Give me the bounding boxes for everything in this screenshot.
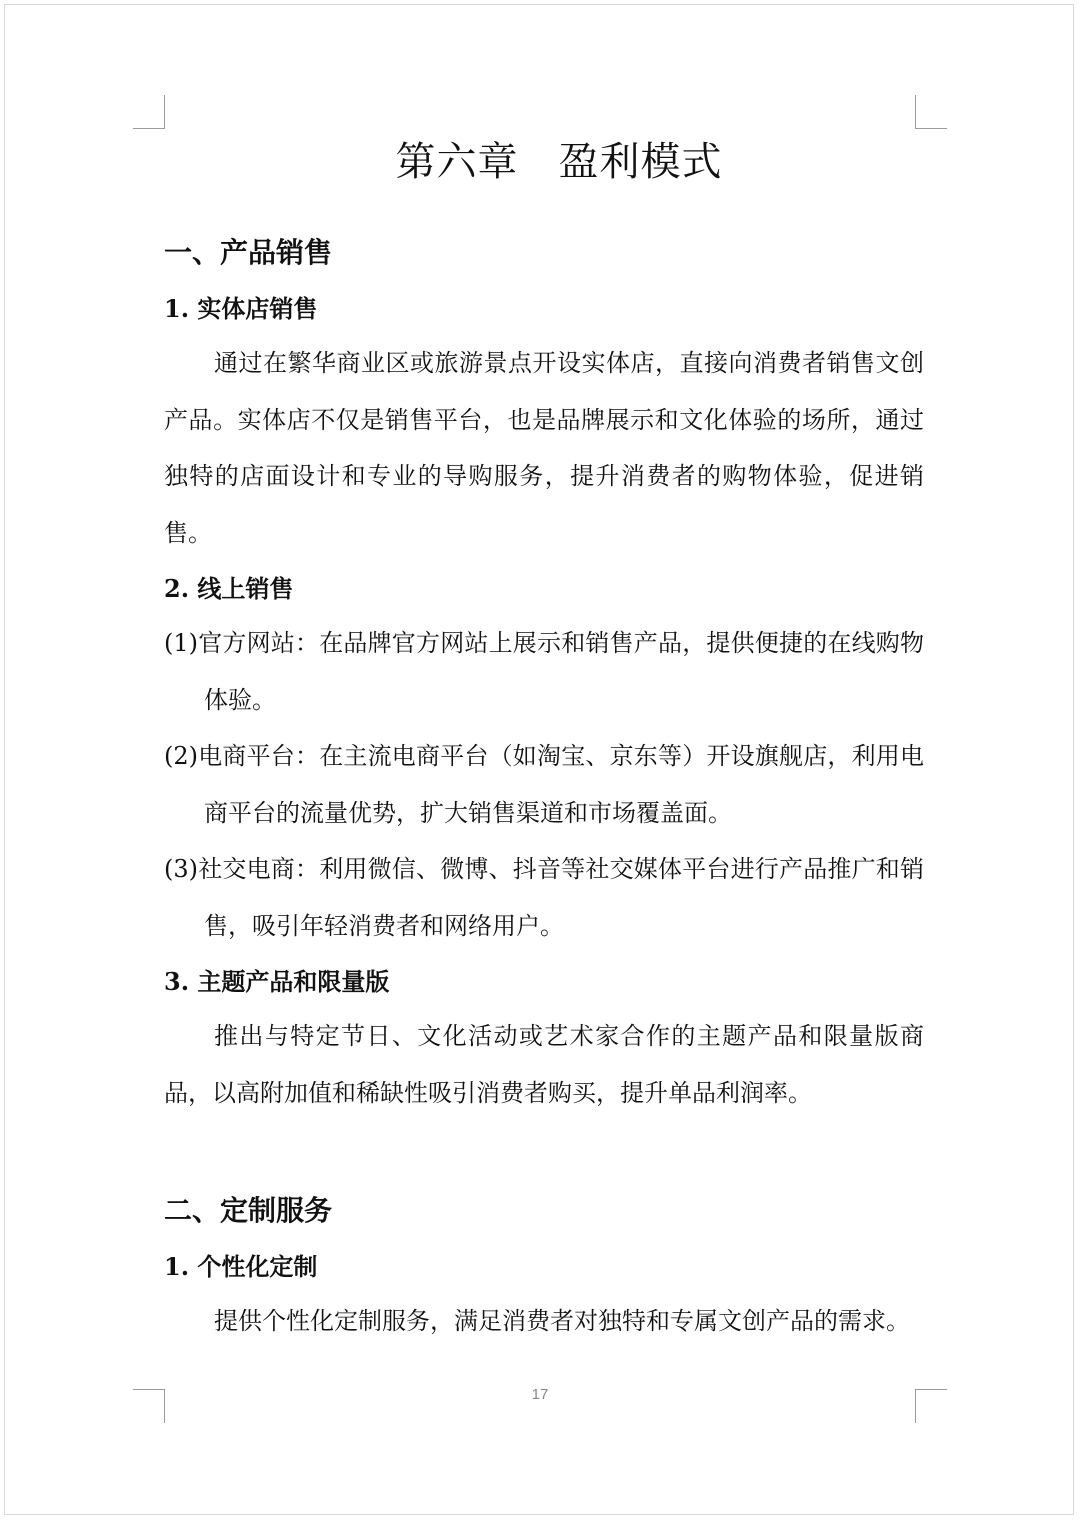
chapter-name: 盈利模式	[558, 139, 723, 185]
section-title-custom-services: 二、定制服务	[164, 1194, 333, 1227]
document-body	[164, 128, 924, 1350]
chapter-title	[164, 128, 924, 196]
list-item-ecommerce-platform: (2)电商平台：在主流电商平台（如淘宝、京东等）开设旗舰店，利用电商平台的流量优势，扩大销售渠道和市场覆盖面。	[164, 742, 924, 827]
subsection-title-theme-products: 3. 主题产品和限量版	[164, 967, 390, 996]
list-item-social-ecommerce: (3)社交电商：利用微信、微博、抖音等社交媒体平台进行产品推广和销售，吸引年轻消费者和网络用户。	[164, 855, 924, 940]
paragraph-physical-store: 通过在繁华商业区或旅游景点开设实体店，直接向消费者销售文创产品。实体店不仅是销售平台，也是品牌展示和文化体验的场所，通过独特的店面设计和专业的导购服务，提升消费者的购物体验，促进销售。	[164, 349, 924, 547]
crop-mark-top-left	[133, 95, 165, 129]
list-item-official-website: (1)官方网站：在品牌官方网站上展示和销售产品，提供便捷的在线购物体验。	[164, 629, 924, 714]
chapter-number: 第六章	[395, 139, 519, 185]
subsection-title-online-sales: 2. 线上销售	[164, 574, 294, 603]
page-number: 17	[531, 1386, 549, 1403]
paragraph-theme-products: 推出与特定节日、文化活动或艺术家合作的主题产品和限量版商品，以高附加值和稀缺性吸引消费者购买，提升单品利润率。	[164, 1022, 924, 1107]
section-title-product-sales: 一、产品销售	[164, 236, 333, 269]
subsection-title-physical-store: 1. 实体店销售	[164, 294, 318, 323]
paragraph-personalization: 提供个性化定制服务，满足消费者对独特和专属文创产品的需求。	[214, 1307, 910, 1335]
crop-mark-top-right	[915, 95, 947, 129]
subsection-title-personalization: 1. 个性化定制	[164, 1252, 318, 1281]
